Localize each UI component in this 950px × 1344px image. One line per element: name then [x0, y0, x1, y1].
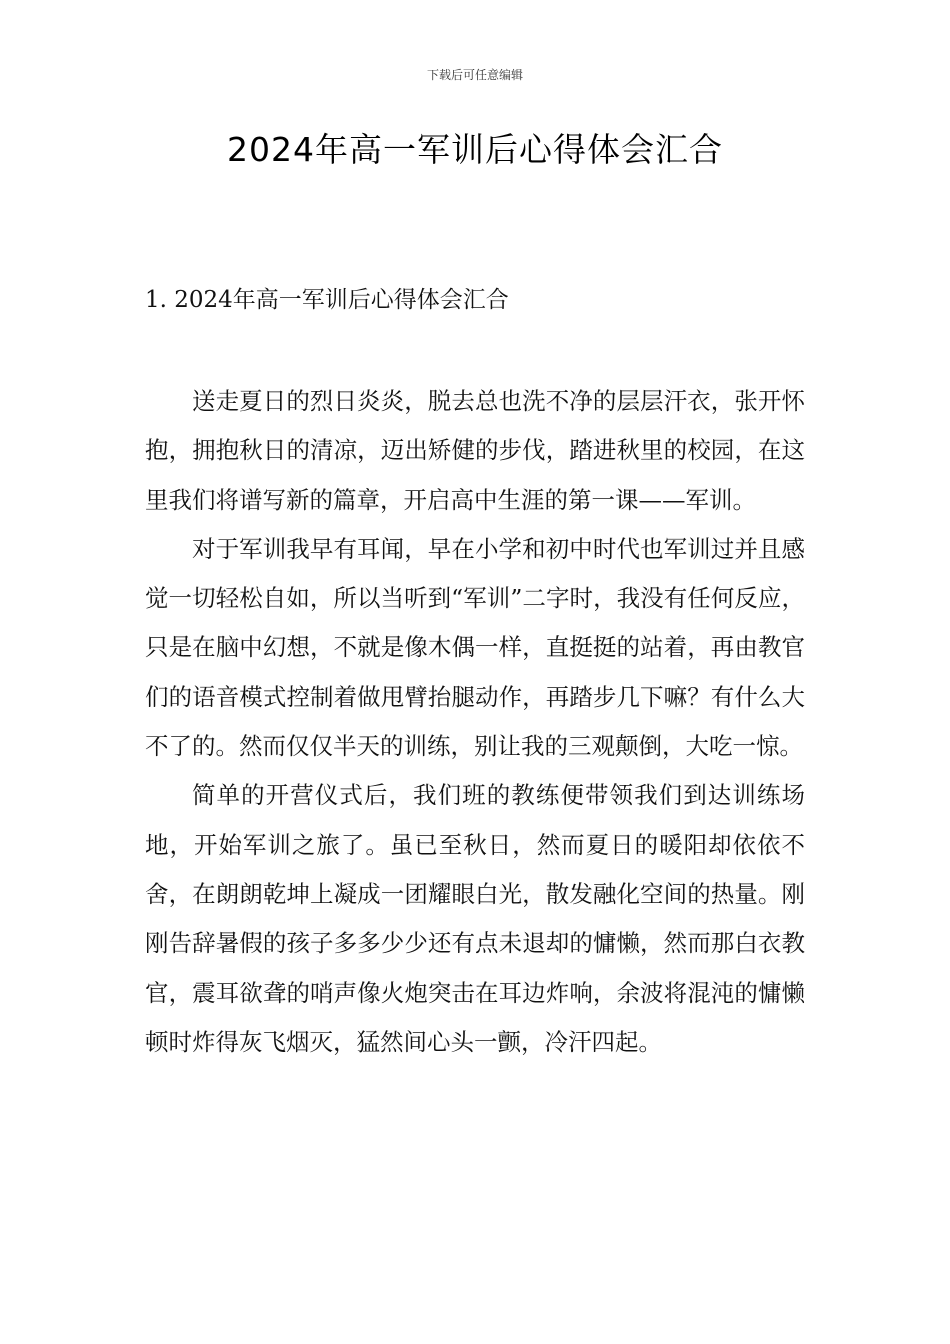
document-title: 2024年高一军训后心得体会汇合: [227, 130, 723, 169]
paragraph-3: 简单的开营仪式后，我们班的教练便带领我们到达训练场地，开始军训之旅了。虽已至秋日，然而夏日的暖阳却依依不舍，在朗朗乾坤上凝成一团耀眼白光，散发融化空间的热量。刚刚告辞暑假的孩子多多少少还有点未退却的慵懒，然而那白衣教官，震耳欲聋的哨声像火炮突击在耳边炸响，余波将混沌的慵懒顿时炸得灰飞烟灭，猛然间心头一颤，冷汗四起。: [145, 781, 805, 1056]
paragraph-1: 送走夏日的烈日炎炎，脱去总也洗不净的层层汗衣，张开怀抱，拥抱秋日的清凉，迈出矫健的步伐，踏进秋里的校园，在这里我们将谱写新的篇章，开启高中生涯的第一课——军训。: [145, 387, 805, 514]
section-heading: 1. 2024年高一军训后心得体会汇合: [145, 287, 509, 313]
header-note: 下载后可任意编辑: [426, 68, 523, 82]
paragraph-2: 对于军训我早有耳闻，早在小学和初中时代也军训过并且感觉一切轻松自如，所以当听到“军训”二字时，我没有任何反应，只是在脑中幻想，不就是像木偶一样，直挺挺的站着，再由教官们的语音模式控制着做甩臂抬腿动作，再踏步几下嘛？有什么大不了的。然而仅仅半天的训练，别让我的三观颠倒，大吃一惊。: [145, 534, 805, 761]
body-text: [145, 377, 805, 1067]
